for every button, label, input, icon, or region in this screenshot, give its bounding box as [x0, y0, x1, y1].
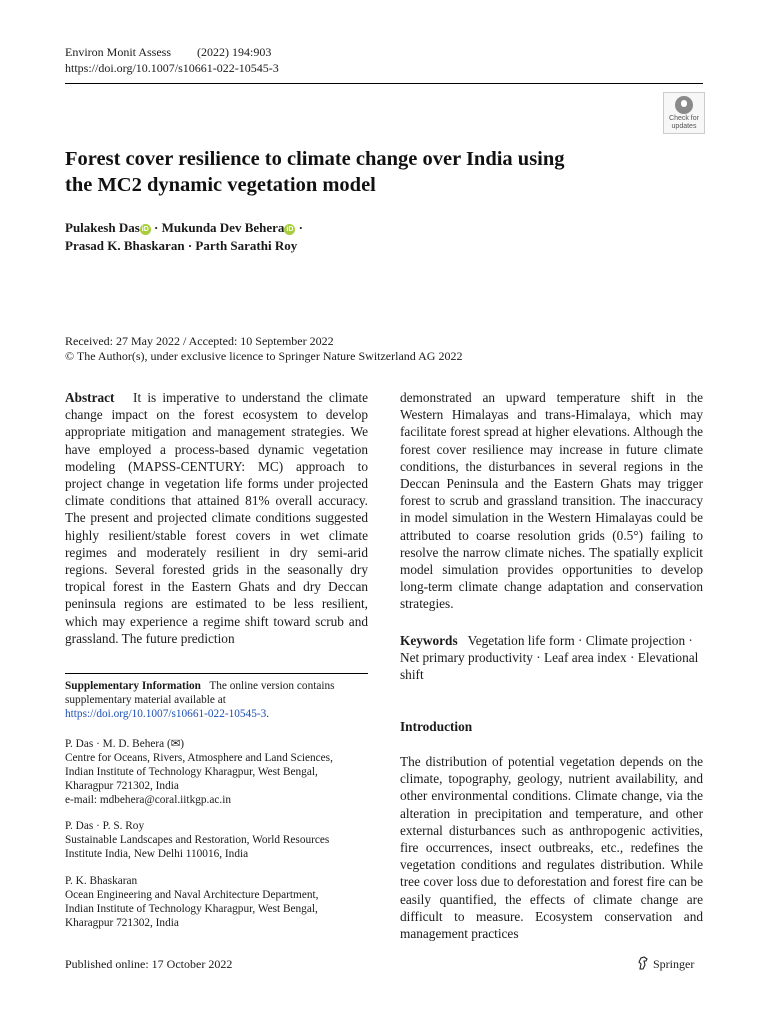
affiliation-line: Kharagpur 721302, India: [65, 780, 179, 792]
orcid-icon[interactable]: iD: [141, 226, 149, 233]
affiliation-1: [65, 737, 368, 807]
supplementary-link[interactable]: https://doi.org/10.1007/s10661-022-10545-3: [65, 708, 267, 720]
affiliation-line: Centre for Oceans, Rivers, Atmosphere and Land Sciences,: [65, 752, 333, 764]
affiliation-line: P. Das · P. S. Roy: [65, 820, 145, 832]
affiliation-line: Institute India, New Delhi 110016, India: [65, 848, 249, 860]
abstract-label: Abstract: [65, 390, 115, 405]
author-separator: ·: [184, 238, 196, 253]
author-2[interactable]: Mukunda Dev Behera: [161, 220, 285, 235]
running-header: [65, 44, 279, 76]
title-line1: Forest cover resilience to climate change over India using: [65, 148, 565, 170]
abstract-left: [65, 389, 368, 647]
author-list: [65, 219, 303, 255]
email-line[interactable]: e-mail: mdbehera@coral.iitkgp.ac.in: [65, 794, 231, 806]
author-1[interactable]: Pulakesh Das: [65, 220, 140, 235]
author-separator: ·: [295, 220, 304, 235]
published-online: Published online: 17 October 2022: [65, 957, 233, 971]
crossmark-icon: [675, 96, 693, 114]
copyright-line: © The Author(s), under exclusive licence to Springer Nature Switzerland AG 2022: [65, 349, 463, 363]
affiliation-line: Kharagpur 721302, India: [65, 917, 179, 929]
check-for-updates-badge[interactable]: [663, 92, 705, 134]
affiliation-line: Ocean Engineering and Naval Architecture Department,: [65, 889, 319, 901]
affiliation-line: Indian Institute of Technology Kharagpur, West Bengal,: [65, 903, 318, 915]
keywords-label: Keywords: [400, 633, 458, 648]
springer-logo: [637, 956, 694, 972]
journal-volume: (2022) 194:903: [197, 45, 272, 59]
affiliation-2: [65, 819, 368, 861]
section-heading-introduction: Introduction: [400, 719, 473, 734]
orcid-icon[interactable]: iD: [286, 226, 294, 233]
author-separator: ·: [150, 220, 162, 235]
supplementary-end: .: [266, 708, 270, 720]
header-rule: [65, 83, 703, 84]
author-3[interactable]: Prasad K. Bhaskaran: [65, 238, 185, 253]
supplementary-info: [65, 679, 368, 721]
supplementary-label: Supplementary Information: [65, 680, 201, 692]
affiliation-3: [65, 874, 368, 930]
check-updates-line1: Check for: [669, 115, 699, 122]
affiliation-line: Indian Institute of Technology Kharagpur, West Bengal,: [65, 766, 318, 778]
footnote-rule: [65, 673, 368, 674]
paper-title: [65, 146, 665, 198]
introduction-text: The distribution of potential vegetation depends on the climate, topography, geology, nutrient availability, and other environmental conditions. Climate change, via the alteration in precipitation and temperature, and other external disturbances such as anthropogenic activities, fire occurrences, insect outbreaks, etc., redefines the vegetation conditions and regulates distribution. While tree cover loss due to deforestation and forest fire can be easily quantified, the effects of climate change are difficult to measure. Ecosystem conservation and management practices: [400, 754, 703, 942]
publisher-name: Springer: [653, 957, 695, 971]
affiliation-line: P. Das · M. D. Behera (✉): [65, 738, 184, 750]
abstract-text-left: It is imperative to understand the climate change impact on the forest ecosystem to develop appropriate mitigation and management strategies. We have employed a process-based dynamic vegetation modeling (MAPSS-CENTURY: MC) approach to project change in vegetation life forms under projected climate conditions that attained 81% overall accuracy. The present and projected climate conditions suggested highly resilient/stable forest covers in wet climate regimes and moderately resilient in dry semi-arid regions. Several forested grids in the seasonally dry tropical forest in the Eastern Ghats and dry Deccan peninsula regions are estimated to be less resilient, which may experience a regime shift toward scrub and grassland. The future prediction: [65, 390, 368, 646]
received-accepted: Received: 27 May 2022 / Accepted: 10 September 2022: [65, 334, 334, 348]
supplementary-text: The online version contains supplementary material available at: [65, 680, 335, 706]
title-line2: the MC2 dynamic vegetation model: [65, 174, 376, 196]
abstract-right: demonstrated an upward temperature shift in the Western Himalayas and trans-Himalaya, which may facilitate forest spread at higher elevations. Although the forest cover resilience may increase in future climate conditions, the disturbances in several regions in the Deccan Peninsula and the Eastern Ghats may trigger forest to scrub and grassland transition. The inaccuracy in model simulation in the Western Himalayas could be attributed to coarse resolution grids (0.5°) failing to resolve the narrow climate niches. The spatially explicit model simulation provides opportunities to develop long-term climate change adaptation and conservation strategies.: [400, 390, 703, 612]
check-updates-line2: updates: [671, 123, 697, 130]
doi-link[interactable]: https://doi.org/10.1007/s10661-022-10545-3: [65, 61, 279, 75]
article-dates: [65, 334, 462, 364]
affiliation-line: P. K. Bhaskaran: [65, 875, 138, 887]
keywords-text: Vegetation life form · Climate projection · Net primary productivity · Leaf area index · Elevational shift: [400, 633, 699, 683]
affiliation-line: Sustainable Landscapes and Restoration, World Resources: [65, 834, 330, 846]
author-4[interactable]: Parth Sarathi Roy: [195, 238, 298, 253]
journal-name: Environ Monit Assess: [65, 45, 172, 59]
springer-horse-icon: [637, 956, 649, 970]
keywords: [400, 632, 703, 684]
